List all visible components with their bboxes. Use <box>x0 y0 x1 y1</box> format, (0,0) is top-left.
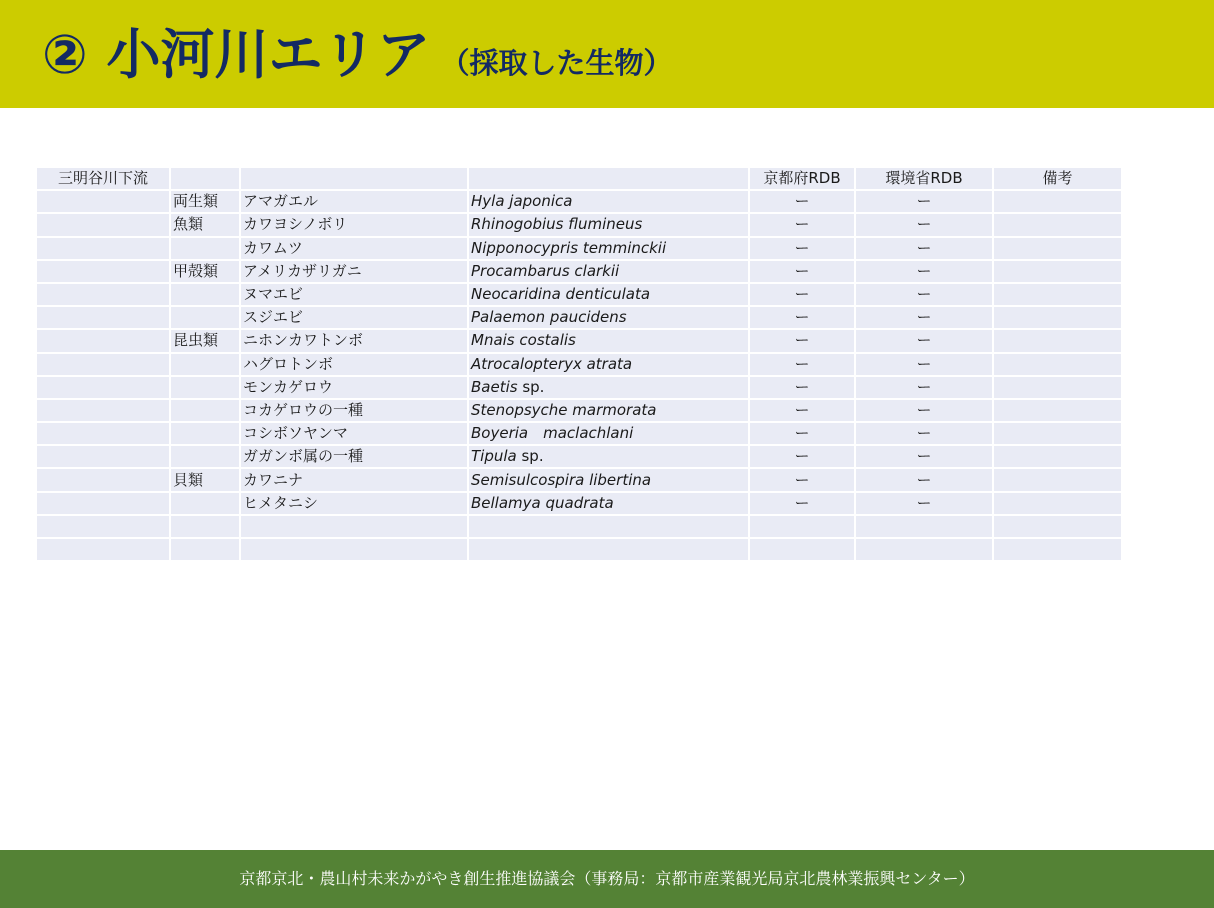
moe-rdb-cell: ー <box>856 423 992 444</box>
scientific-name-cell <box>469 191 748 212</box>
remarks-cell <box>994 516 1121 537</box>
moe-rdb-cell: ー <box>856 214 992 235</box>
moe-rdb-cell: ー <box>856 261 992 282</box>
table-row <box>37 284 1121 305</box>
scientific-name-cell <box>469 539 748 560</box>
area-name: 三明谷川下流 <box>37 168 169 189</box>
table-row <box>37 261 1121 282</box>
scientific-name: Semisulcospira libertina <box>471 470 652 489</box>
remarks-cell <box>994 469 1121 490</box>
kyoto-rdb-cell: ー <box>750 354 854 375</box>
table-row <box>37 493 1121 514</box>
scientific-name: Neocaridina denticulata <box>471 285 651 304</box>
scientific-name: Nipponocypris temminckii <box>471 238 667 257</box>
remarks-cell <box>994 539 1121 560</box>
scientific-name-suffix: sp. <box>517 377 545 396</box>
scientific-name-cell <box>469 493 748 514</box>
group-cell <box>171 354 239 375</box>
group-cell <box>171 446 239 467</box>
table-row <box>37 400 1121 421</box>
scientific-name: Baetis <box>471 377 518 396</box>
area-cell <box>37 191 169 212</box>
remarks-cell <box>994 354 1121 375</box>
header-cell-empty <box>171 168 239 189</box>
area-cell <box>37 423 169 444</box>
group-cell: 昆虫類 <box>171 330 239 351</box>
table-row <box>37 238 1121 259</box>
remarks-cell <box>994 423 1121 444</box>
species-table-body <box>37 168 1121 560</box>
scientific-name-cell <box>469 214 748 235</box>
scientific-name: Atrocalopteryx atrata <box>471 354 633 373</box>
group-cell <box>171 423 239 444</box>
moe-rdb-cell: ー <box>856 400 992 421</box>
area-cell <box>37 284 169 305</box>
scientific-name-cell <box>469 261 748 282</box>
japanese-name-cell: モンカゲロウ <box>241 377 467 398</box>
remarks-cell <box>994 330 1121 351</box>
page-title: ② 小河川エリア <box>42 23 431 86</box>
group-cell <box>171 238 239 259</box>
header-cell-empty <box>469 168 748 189</box>
column-header-remarks: 備考 <box>994 168 1121 189</box>
group-cell <box>171 516 239 537</box>
remarks-cell <box>994 307 1121 328</box>
footer-banner <box>0 850 1214 908</box>
area-cell <box>37 330 169 351</box>
kyoto-rdb-cell <box>750 516 854 537</box>
scientific-name: Rhinogobius flumineus <box>471 215 643 234</box>
area-cell <box>37 238 169 259</box>
scientific-name-cell <box>469 516 748 537</box>
moe-rdb-cell <box>856 516 992 537</box>
table-row <box>37 516 1121 537</box>
japanese-name-cell: コカゲロウの一種 <box>241 400 467 421</box>
remarks-cell <box>994 214 1121 235</box>
scientific-name-cell <box>469 330 748 351</box>
table-row <box>37 330 1121 351</box>
header-cell-empty <box>241 168 467 189</box>
moe-rdb-cell: ー <box>856 354 992 375</box>
scientific-name-cell <box>469 377 748 398</box>
scientific-name: Boyeria maclachlani <box>471 424 634 443</box>
group-cell <box>171 493 239 514</box>
scientific-name: Bellamya quadrata <box>471 493 614 512</box>
table-row <box>37 469 1121 490</box>
japanese-name-cell: ヌマエビ <box>241 284 467 305</box>
table-row <box>37 539 1121 560</box>
kyoto-rdb-cell: ー <box>750 238 854 259</box>
moe-rdb-cell: ー <box>856 469 992 490</box>
scientific-name: Procambarus clarkii <box>471 261 620 280</box>
kyoto-rdb-cell: ー <box>750 400 854 421</box>
scientific-name: Stenopsyche marmorata <box>471 400 657 419</box>
group-cell <box>171 377 239 398</box>
page-title-group <box>42 20 673 90</box>
species-table <box>35 166 1123 562</box>
area-cell <box>37 400 169 421</box>
japanese-name-cell: コシボソヤンマ <box>241 423 467 444</box>
kyoto-rdb-cell: ー <box>750 493 854 514</box>
kyoto-rdb-cell <box>750 539 854 560</box>
japanese-name-cell: ヒメタニシ <box>241 493 467 514</box>
moe-rdb-cell: ー <box>856 307 992 328</box>
table-row <box>37 307 1121 328</box>
scientific-name: Tipula <box>471 447 517 466</box>
remarks-cell <box>994 493 1121 514</box>
remarks-cell <box>994 284 1121 305</box>
kyoto-rdb-cell: ー <box>750 214 854 235</box>
group-cell: 貝類 <box>171 469 239 490</box>
scientific-name-cell <box>469 238 748 259</box>
moe-rdb-cell: ー <box>856 191 992 212</box>
scientific-name-cell <box>469 307 748 328</box>
remarks-cell <box>994 238 1121 259</box>
area-cell <box>37 539 169 560</box>
kyoto-rdb-cell: ー <box>750 423 854 444</box>
scientific-name-cell <box>469 423 748 444</box>
kyoto-rdb-cell: ー <box>750 284 854 305</box>
japanese-name-cell <box>241 516 467 537</box>
group-cell <box>171 284 239 305</box>
group-cell <box>171 307 239 328</box>
column-header-moe-rdb: 環境省RDB <box>856 168 992 189</box>
moe-rdb-cell: ー <box>856 284 992 305</box>
scientific-name-suffix: sp. <box>516 447 544 466</box>
remarks-cell <box>994 261 1121 282</box>
moe-rdb-cell: ー <box>856 238 992 259</box>
table-row <box>37 354 1121 375</box>
area-cell <box>37 446 169 467</box>
area-cell <box>37 469 169 490</box>
japanese-name-cell: アメリカザリガニ <box>241 261 467 282</box>
moe-rdb-cell: ー <box>856 330 992 351</box>
scientific-name-cell <box>469 469 748 490</box>
table-row <box>37 377 1121 398</box>
kyoto-rdb-cell: ー <box>750 446 854 467</box>
moe-rdb-cell: ー <box>856 493 992 514</box>
remarks-cell <box>994 377 1121 398</box>
area-cell <box>37 307 169 328</box>
area-cell <box>37 493 169 514</box>
area-cell <box>37 354 169 375</box>
group-cell <box>171 400 239 421</box>
scientific-name-cell <box>469 284 748 305</box>
moe-rdb-cell: ー <box>856 446 992 467</box>
japanese-name-cell: アマガエル <box>241 191 467 212</box>
table-row <box>37 423 1121 444</box>
scientific-name-cell <box>469 400 748 421</box>
japanese-name-cell: カワヨシノボリ <box>241 214 467 235</box>
table-header-row <box>37 168 1121 189</box>
scientific-name: Palaemon paucidens <box>471 308 627 327</box>
group-cell <box>171 539 239 560</box>
japanese-name-cell: スジエビ <box>241 307 467 328</box>
kyoto-rdb-cell: ー <box>750 377 854 398</box>
kyoto-rdb-cell: ー <box>750 191 854 212</box>
footer-text: 京都京北・農山村未来かがやき創生推進協議会（事務局：京都市産業観光局京北農林業振興センター） <box>239 869 975 888</box>
kyoto-rdb-cell: ー <box>750 261 854 282</box>
group-cell: 甲殻類 <box>171 261 239 282</box>
japanese-name-cell: ニホンカワトンボ <box>241 330 467 351</box>
area-cell <box>37 214 169 235</box>
japanese-name-cell: カワニナ <box>241 469 467 490</box>
group-cell: 魚類 <box>171 214 239 235</box>
remarks-cell <box>994 191 1121 212</box>
kyoto-rdb-cell: ー <box>750 307 854 328</box>
remarks-cell <box>994 446 1121 467</box>
kyoto-rdb-cell: ー <box>750 330 854 351</box>
table-row <box>37 446 1121 467</box>
table-row <box>37 214 1121 235</box>
area-cell <box>37 516 169 537</box>
scientific-name: Hyla japonica <box>471 192 573 211</box>
table-row <box>37 191 1121 212</box>
area-cell <box>37 261 169 282</box>
moe-rdb-cell <box>856 539 992 560</box>
remarks-cell <box>994 400 1121 421</box>
scientific-name-cell <box>469 446 748 467</box>
scientific-name: Mnais costalis <box>471 331 576 350</box>
japanese-name-cell: ガガンボ属の一種 <box>241 446 467 467</box>
page-subtitle: （採取した生物） <box>440 46 673 80</box>
japanese-name-cell <box>241 539 467 560</box>
scientific-name-cell <box>469 354 748 375</box>
moe-rdb-cell: ー <box>856 377 992 398</box>
area-cell <box>37 377 169 398</box>
title-banner <box>0 0 1214 108</box>
japanese-name-cell: カワムツ <box>241 238 467 259</box>
column-header-kyoto-rdb: 京都府RDB <box>750 168 854 189</box>
group-cell: 両生類 <box>171 191 239 212</box>
japanese-name-cell: ハグロトンボ <box>241 354 467 375</box>
kyoto-rdb-cell: ー <box>750 469 854 490</box>
